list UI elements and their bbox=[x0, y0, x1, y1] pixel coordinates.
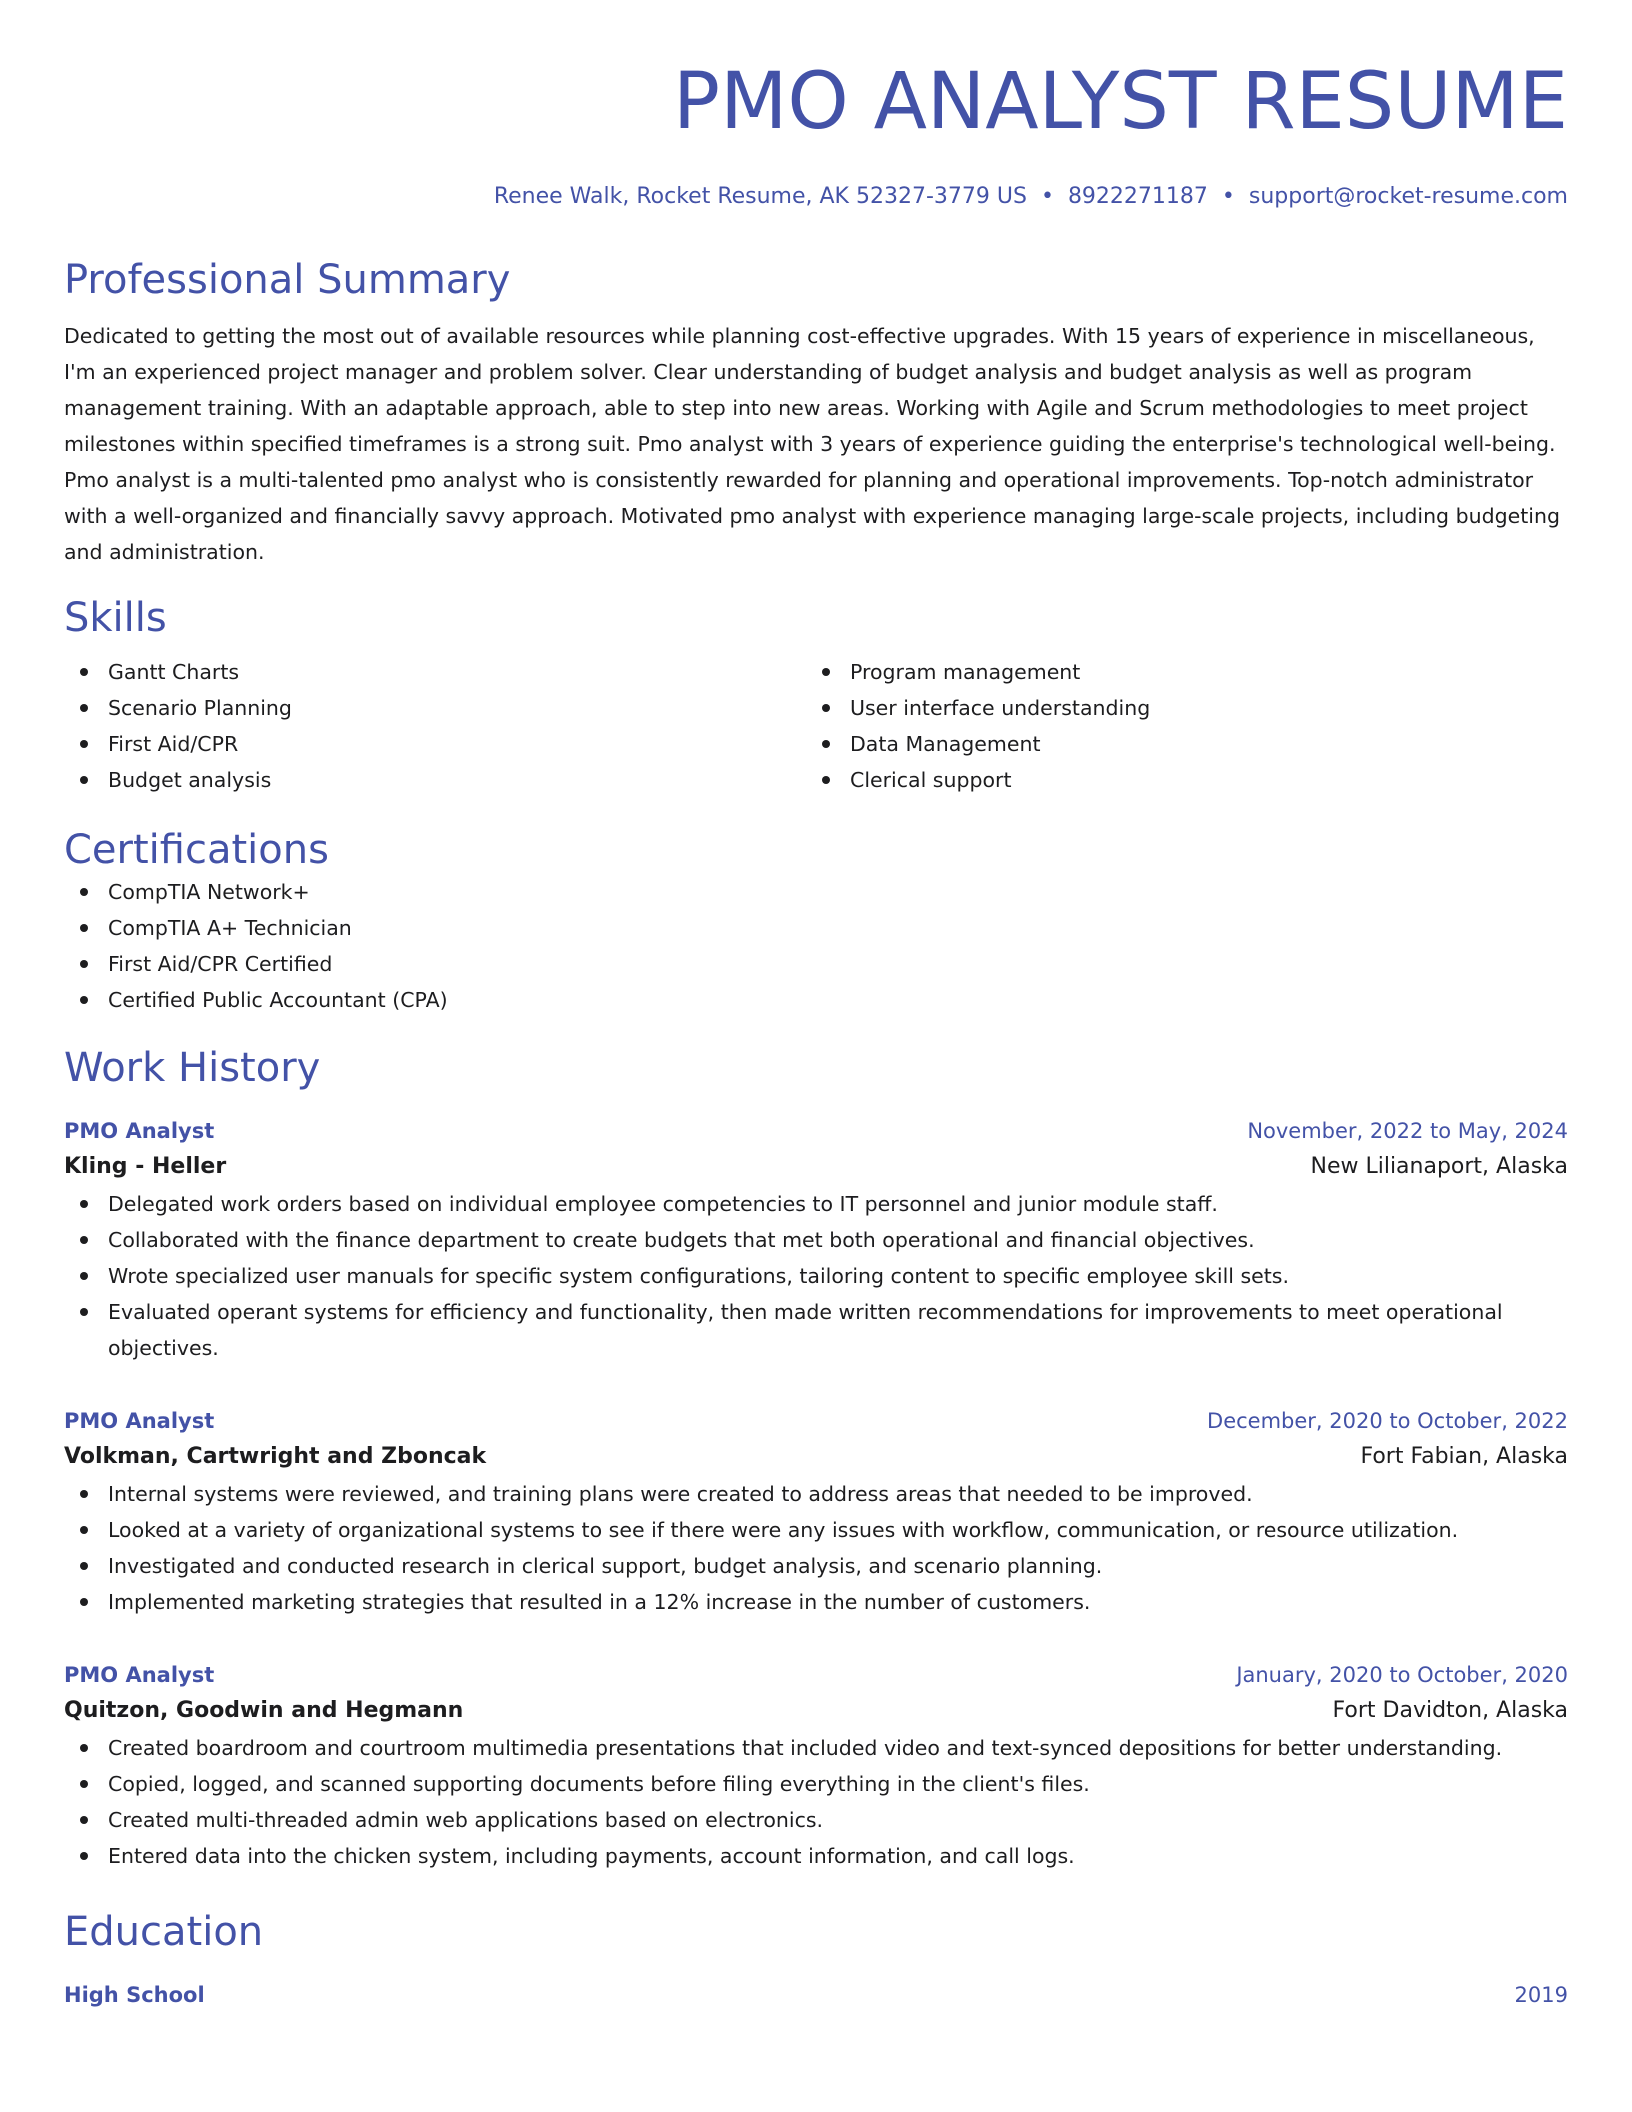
section-heading-work-history: Work History bbox=[64, 1045, 321, 1091]
job-bullet: Investigated and conducted research in clerical support, budget analysis, and scenario planning. bbox=[108, 1548, 1568, 1584]
education-degree: High School bbox=[64, 1983, 205, 2007]
job-bullets bbox=[64, 1186, 1568, 1366]
education-row bbox=[64, 1978, 1568, 2012]
job-company-row bbox=[64, 1438, 1568, 1476]
contact-address: Renee Walk, Rocket Resume, AK 52327-3779 US bbox=[493, 184, 1027, 209]
job-bullet: Wrote specialized user manuals for specific system configurations, tailoring content to specific employee skill sets. bbox=[108, 1258, 1568, 1294]
section-education bbox=[64, 1908, 1568, 2012]
summary-text: Dedicated to getting the most out of available resources while planning cost-effective upgrades. With 15 years of experience in miscellaneous, I'm an experienced project manager and problem solver. Clear understanding of budget analysis and budget analysis as well as program management training. With an adaptable approach, able to step into new areas. Working with Agile and Scrum methodologies to meet project milestones within specified timeframes is a strong suit. Pmo analyst with 3 years of experience guiding the enterprise's technological well-being. Pmo analyst is a multi-talented pmo analyst who is consistently rewarded for planning and operational improvements. Top-notch administrator with a well-organized and financially savvy approach. Motivated pmo analyst with experience managing large-scale projects, including budgeting and administration. bbox=[64, 324, 1560, 564]
certification-item: Certified Public Accountant (CPA) bbox=[108, 982, 1568, 1018]
section-heading-summary: Professional Summary bbox=[64, 257, 511, 303]
job-bullet: Internal systems were reviewed, and training plans were created to address areas that needed to be improved. bbox=[108, 1476, 1568, 1512]
job-title: PMO Analyst bbox=[64, 1409, 215, 1433]
skill-item: Data Management bbox=[850, 726, 1548, 762]
job-company: Volkman, Cartwright and Zboncak bbox=[64, 1444, 487, 1469]
job-dates: November, 2022 to May, 2024 bbox=[1247, 1119, 1568, 1143]
skill-item: Budget analysis bbox=[108, 762, 806, 798]
skill-item: User interface understanding bbox=[850, 690, 1548, 726]
section-professional-summary bbox=[64, 256, 1568, 570]
job-bullet: Created multi-threaded admin web applications based on electronics. bbox=[108, 1802, 1568, 1838]
resume-page bbox=[64, 0, 1568, 2012]
certification-item: First Aid/CPR Certified bbox=[108, 946, 1568, 982]
job-company: Quitzon, Goodwin and Hegmann bbox=[64, 1698, 464, 1723]
job-header-row bbox=[64, 1114, 1568, 1148]
contact-phone[interactable]: 8922271187 bbox=[1067, 184, 1208, 209]
job-entry bbox=[64, 1404, 1568, 1620]
job-title: PMO Analyst bbox=[64, 1663, 215, 1687]
job-title: PMO Analyst bbox=[64, 1119, 215, 1143]
section-work-history bbox=[64, 1044, 1568, 1874]
job-bullet: Implemented marketing strategies that resulted in a 12% increase in the number of customers. bbox=[108, 1584, 1568, 1620]
skill-item: Program management bbox=[850, 654, 1548, 690]
job-bullet: Delegated work orders based on individual employee competencies to IT personnel and junior module staff. bbox=[108, 1186, 1568, 1222]
job-entry bbox=[64, 1114, 1568, 1366]
section-skills bbox=[64, 594, 1568, 798]
contact-email[interactable]: support@rocket-resume.com bbox=[1248, 184, 1568, 209]
skills-grid bbox=[64, 654, 1568, 798]
job-bullet: Created boardroom and courtroom multimedia presentations that included video and text-synced depositions for better understanding. bbox=[108, 1730, 1568, 1766]
skill-item: Scenario Planning bbox=[108, 690, 806, 726]
job-bullet: Evaluated operant systems for efficiency and functionality, then made written recommendations for improvements to meet operational objectives. bbox=[108, 1294, 1568, 1366]
job-dates: January, 2020 to October, 2020 bbox=[1236, 1663, 1568, 1687]
job-location: Fort Davidton, Alaska bbox=[1332, 1698, 1568, 1723]
job-bullet: Collaborated with the finance department to create budgets that met both operational and financial objectives. bbox=[108, 1222, 1568, 1258]
job-bullets bbox=[64, 1476, 1568, 1620]
job-location: Fort Fabian, Alaska bbox=[1360, 1444, 1568, 1469]
section-heading-education: Education bbox=[64, 1909, 264, 1955]
skills-column-left bbox=[64, 654, 806, 798]
job-company: Kling - Heller bbox=[64, 1154, 227, 1179]
job-dates: December, 2020 to October, 2022 bbox=[1207, 1409, 1568, 1433]
section-certifications bbox=[64, 826, 1568, 1018]
skill-item: Gantt Charts bbox=[108, 654, 806, 690]
job-header-row bbox=[64, 1404, 1568, 1438]
job-header-row bbox=[64, 1658, 1568, 1692]
section-heading-certifications: Certifications bbox=[64, 827, 329, 873]
contact-separator: • bbox=[1040, 184, 1054, 209]
certifications-list bbox=[64, 874, 1568, 1018]
job-company-row bbox=[64, 1148, 1568, 1186]
section-heading-skills: Skills bbox=[64, 595, 167, 641]
education-year: 2019 bbox=[1514, 1983, 1568, 2007]
job-location: New Lilianaport, Alaska bbox=[1310, 1154, 1568, 1179]
job-bullet: Entered data into the chicken system, including payments, account information, and call logs. bbox=[108, 1838, 1568, 1874]
job-entry bbox=[64, 1658, 1568, 1874]
resume-title: PMO ANALYST RESUME bbox=[673, 57, 1568, 147]
job-bullet: Copied, logged, and scanned supporting documents before filing everything in the client's files. bbox=[108, 1766, 1568, 1802]
skills-column-right bbox=[806, 654, 1548, 798]
job-bullet: Looked at a variety of organizational systems to see if there were any issues with workflow, communication, or resource utilization. bbox=[108, 1512, 1568, 1548]
job-company-row bbox=[64, 1692, 1568, 1730]
certification-item: CompTIA A+ Technician bbox=[108, 910, 1568, 946]
skill-item: First Aid/CPR bbox=[108, 726, 806, 762]
contact-separator: • bbox=[1221, 184, 1235, 209]
contact-line bbox=[64, 182, 1568, 212]
skill-item: Clerical support bbox=[850, 762, 1548, 798]
job-bullets bbox=[64, 1730, 1568, 1874]
certification-item: CompTIA Network+ bbox=[108, 874, 1568, 910]
